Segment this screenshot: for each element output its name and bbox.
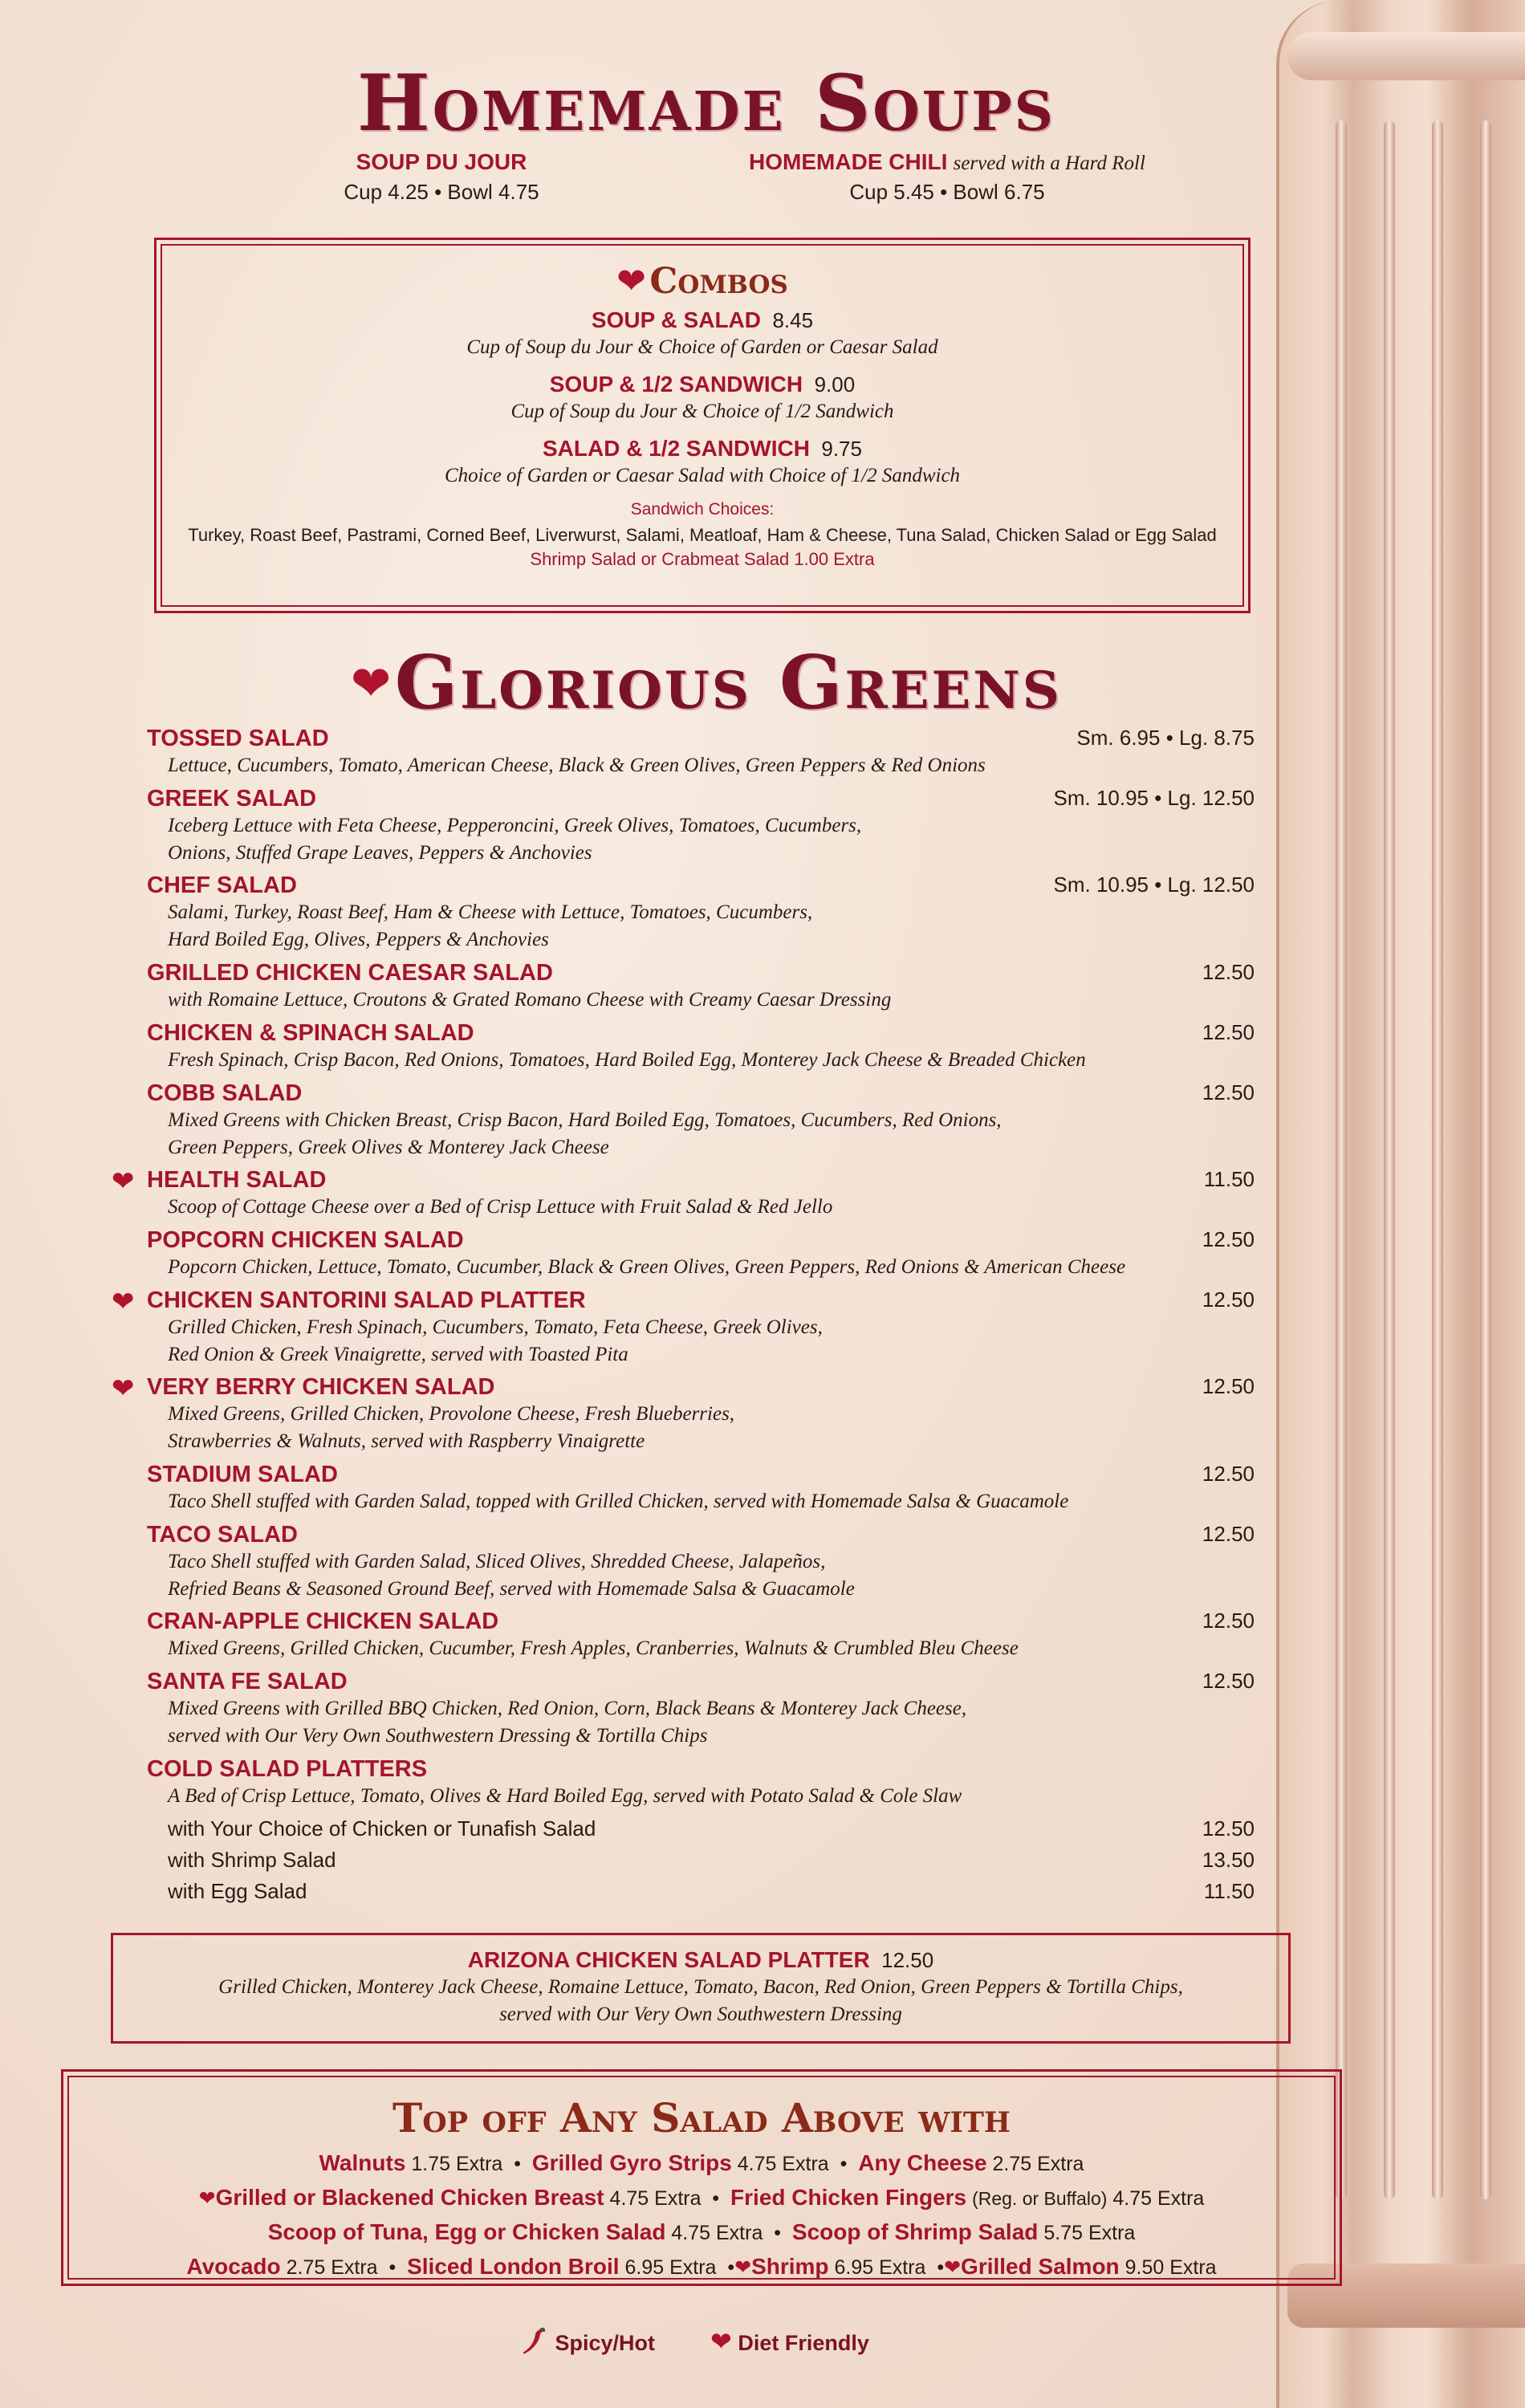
item-desc: Lettuce, Cucumbers, Tomato, American Cheese, Black & Green Olives, Green Peppers & Red Onions (168, 755, 986, 776)
menu-item (147, 1020, 1255, 1074)
heart-icon: ❤ (198, 2187, 216, 2210)
item-desc: Scoop of Cottage Cheese over a Bed of Crisp Lettuce with Fruit Salad & Red Jello (168, 1196, 833, 1218)
greens-header (0, 639, 1413, 726)
menu-item (147, 1756, 1255, 1810)
addon-price: 6.95 Extra (834, 2256, 926, 2279)
sandwich-choices-label: Sandwich Choices: (630, 500, 775, 519)
platter-label: with Egg Salad (168, 1879, 307, 1903)
item-name: COBB SALAD (147, 1080, 303, 1106)
arizona-desc: Grilled Chicken, Monterey Jack Cheese, Romaine Lettuce, Tomato, Bacon, Red Onion, Green Peppers & Tortilla Chips, (218, 1976, 1183, 1998)
soup-du-jour-name: SOUP DU JOUR (356, 149, 527, 174)
addon-price: 6.95 Extra (624, 2256, 717, 2279)
heart-icon: ❤ (734, 2256, 752, 2279)
item-name: CHICKEN & SPINACH SALAD (147, 1020, 474, 1046)
item-desc: Strawberries & Walnuts, served with Raspberry Vinaigrette (168, 1430, 645, 1452)
item-price: Sm. 10.95 • Lg. 12.50 (1053, 872, 1255, 897)
topoff-box: Top off Any Salad Above with Walnuts 1.75 Extra • Grilled Gyro Strips 4.75 Extra • Any Cheese 2.75 Extra ❤Grilled or Blackened Chicken Breast 4.75 Extra • Fried Chicken Fingers (Reg. or Buffalo) 4.75 Extra Scoop of Tuna, Egg or Chicken Salad 4.75 Extra • Scoop of Shrimp Salad 5.75 Extra Avocado 2.75 Extra • Sliced London Broil 6.95 Extra •❤Shrimp 6.95 Extra •❤Grilled Salmon 9.50 Extra (61, 2069, 1342, 2286)
item-price: 12.50 (1202, 1080, 1255, 1104)
legend-diet (710, 2326, 869, 2357)
item-desc: Taco Shell stuffed with Garden Salad, topped with Grilled Chicken, served with Homemade Salsa & Guacamole (168, 1491, 1069, 1512)
item-desc: Red Onion & Greek Vinaigrette, served with Toasted Pita (168, 1344, 628, 1365)
platter-option (168, 1848, 1255, 1873)
homemade-chili (722, 149, 1172, 205)
heart-icon: ❤ (944, 2256, 962, 2279)
combo-name: SOUP & 1/2 SANDWICH (549, 372, 803, 397)
addon-name: Avocado (186, 2254, 281, 2279)
addon-note: (Reg. or Buffalo) (972, 2188, 1108, 2209)
addon-name: Scoop of Tuna, Egg or Chicken Salad (267, 2219, 666, 2244)
legend-spicy-label: Spicy/Hot (555, 2331, 656, 2355)
item-price: Sm. 10.95 • Lg. 12.50 (1053, 786, 1255, 810)
item-desc: Fresh Spinach, Crisp Bacon, Red Onions, Tomatoes, Hard Boiled Egg, Monterey Jack Cheese & Breaded Chicken (168, 1049, 1086, 1071)
combo-name: SOUP & SALAD (591, 307, 761, 332)
heart-icon: ❤ (112, 1373, 135, 1404)
addon-price: 1.75 Extra (411, 2153, 503, 2175)
menu-item (147, 1609, 1255, 1662)
addon-price: 2.75 Extra (992, 2153, 1084, 2175)
menu-item (147, 1522, 1255, 1603)
menu-item (147, 1080, 1255, 1161)
item-name: VERY BERRY CHICKEN SALAD (147, 1374, 495, 1400)
item-name: GRILLED CHICKEN CAESAR SALAD (147, 960, 553, 986)
menu-item (147, 1669, 1255, 1750)
item-name: TACO SALAD (147, 1522, 298, 1548)
item-desc: Popcorn Chicken, Lettuce, Tomato, Cucumber, Black & Green Olives, Green Peppers, Red Onions & American Cheese (168, 1256, 1126, 1278)
addon-name: Walnuts (319, 2150, 406, 2175)
soups-title: Homemade Soups (357, 58, 1055, 148)
combos-title: Combos (649, 261, 788, 302)
platter-label: with Shrimp Salad (168, 1848, 336, 1872)
item-price: 12.50 (1202, 1669, 1255, 1693)
item-desc: Mixed Greens, Grilled Chicken, Provolone Cheese, Fresh Blueberries, (168, 1403, 735, 1425)
combo-price: 9.75 (821, 437, 862, 461)
item-price: 11.50 (1203, 1167, 1255, 1191)
item-price: 12.50 (1202, 1522, 1255, 1546)
addon-price: 4.75 Extra (737, 2153, 829, 2175)
heart-icon: ❤ (616, 262, 646, 301)
item-name: POPCORN CHICKEN SALAD (147, 1227, 464, 1253)
greens-title: Glorious Greens (394, 639, 1063, 726)
platter-label: with Your Choice of Chicken or Tunafish Salad (168, 1816, 596, 1841)
item-name: TOSSED SALAD (147, 726, 329, 751)
item-desc: Mixed Greens with Grilled BBQ Chicken, Red Onion, Corn, Black Beans & Monterey Jack Cheese, (168, 1698, 967, 1719)
topoff-title: Top off Any Salad Above with (392, 2094, 1011, 2142)
addon-price: 4.75 Extra (671, 2222, 763, 2244)
item-desc: Salami, Turkey, Roast Beef, Ham & Cheese with Lettuce, Tomatoes, Cucumbers, (168, 901, 813, 923)
addon-name: Grilled or Blackened Chicken Breast (215, 2185, 604, 2210)
soup-du-jour (241, 149, 642, 205)
combo-desc: Cup of Soup du Jour & Choice of 1/2 Sandwich (510, 401, 894, 422)
item-price: 12.50 (1202, 1374, 1255, 1398)
chili-prices: Cup 5.45 • Bowl 6.75 (849, 180, 1045, 204)
item-name: HEALTH SALAD (147, 1167, 327, 1193)
item-desc: Grilled Chicken, Fresh Spinach, Cucumbers, Tomato, Feta Cheese, Greek Olives, (168, 1316, 823, 1338)
item-name: GREEK SALAD (147, 786, 317, 811)
item-name: COLD SALAD PLATTERS (147, 1756, 428, 1782)
menu-item (147, 726, 1255, 779)
soup-du-jour-prices: Cup 4.25 • Bowl 4.75 (344, 180, 539, 204)
menu-item (112, 1373, 1255, 1455)
addon-name: Grilled Salmon (961, 2254, 1120, 2279)
addon-name: Any Cheese (858, 2150, 987, 2175)
item-desc: Refried Beans & Seasoned Ground Beef, served with Homemade Salsa & Guacamole (168, 1578, 855, 1600)
item-desc: with Romaine Lettuce, Croutons & Grated Romano Cheese with Creamy Caesar Dressing (168, 989, 892, 1011)
item-price: 12.50 (1202, 1287, 1255, 1312)
item-desc: Green Peppers, Greek Olives & Monterey Jack Cheese (168, 1137, 609, 1158)
platter-price: 13.50 (1202, 1848, 1255, 1872)
menu-item (147, 872, 1255, 954)
item-desc: A Bed of Crisp Lettuce, Tomato, Olives & Hard Boiled Egg, served with Potato Salad & Cole Slaw (168, 1785, 962, 1807)
legend-diet-label: Diet Friendly (738, 2331, 869, 2355)
item-desc: Mixed Greens, Grilled Chicken, Cucumber, Fresh Apples, Cranberries, Walnuts & Crumbled Bleu Cheese (168, 1637, 1019, 1659)
item-price: Sm. 6.95 • Lg. 8.75 (1076, 726, 1255, 750)
combo-desc: Cup of Soup du Jour & Choice of Garden or Caesar Salad (466, 336, 938, 358)
addon-name: Shrimp (751, 2254, 829, 2279)
item-price: 12.50 (1202, 1020, 1255, 1044)
menu-item (147, 1462, 1255, 1515)
chili-note: served with a Hard Roll (953, 153, 1145, 174)
menu-item (112, 1287, 1255, 1369)
platter-option (168, 1816, 1255, 1841)
item-price: 12.50 (1202, 1462, 1255, 1486)
combo-price: 9.00 (814, 372, 856, 397)
item-desc: served with Our Very Own Southwestern Dressing & Tortilla Chips (168, 1725, 708, 1747)
heart-icon: ❤ (350, 657, 392, 710)
addon-price: 9.50 Extra (1124, 2256, 1217, 2279)
item-desc: Iceberg Lettuce with Feta Cheese, Pepperoncini, Greek Olives, Tomatoes, Cucumbers, (168, 815, 862, 836)
addon-name: Grilled Gyro Strips (531, 2150, 732, 2175)
item-desc: Onions, Stuffed Grape Leaves, Peppers & Anchovies (168, 842, 592, 864)
item-price: 12.50 (1202, 1609, 1255, 1633)
item-name: CRAN-APPLE CHICKEN SALAD (147, 1609, 499, 1634)
item-desc: Hard Boiled Egg, Olives, Peppers & Anchovies (168, 929, 549, 950)
combo-name: SALAD & 1/2 SANDWICH (543, 436, 810, 461)
item-price: 12.50 (1202, 1227, 1255, 1251)
menu-item (147, 960, 1255, 1014)
chili-pepper-icon (522, 2326, 549, 2357)
combo-desc: Choice of Garden or Caesar Salad with Choice of 1/2 Sandwich (444, 465, 961, 486)
item-desc: Taco Shell stuffed with Garden Salad, Sliced Olives, Shredded Cheese, Jalapeños, (168, 1551, 826, 1572)
addon-name: Sliced London Broil (407, 2254, 620, 2279)
heart-icon: ❤ (710, 2327, 732, 2356)
sandwich-extra: Shrimp Salad or Crabmeat Salad 1.00 Extra (530, 549, 875, 569)
legend-spicy (522, 2326, 655, 2357)
addon-name: Scoop of Shrimp Salad (791, 2219, 1039, 2244)
decorative-column (1276, 0, 1525, 2408)
arizona-box (111, 1933, 1291, 2044)
item-name: SANTA FE SALAD (147, 1669, 348, 1694)
combos-box (154, 238, 1250, 613)
platter-option (168, 1879, 1255, 1904)
heart-icon: ❤ (112, 1166, 135, 1197)
heart-icon: ❤ (112, 1287, 135, 1317)
addon-price: 2.75 Extra (286, 2256, 378, 2279)
menu-item (147, 786, 1255, 867)
platter-price: 12.50 (1202, 1816, 1255, 1841)
item-name: CHEF SALAD (147, 872, 297, 898)
arizona-name: ARIZONA CHICKEN SALAD PLATTER (467, 1947, 870, 1972)
arizona-price: 12.50 (881, 1948, 934, 1972)
menu-item (147, 1227, 1255, 1281)
addon-price: 4.75 Extra (609, 2187, 702, 2210)
chili-name: HOMEMADE CHILI (749, 149, 948, 174)
item-name: STADIUM SALAD (147, 1462, 338, 1487)
item-price: 12.50 (1202, 960, 1255, 984)
platter-price: 11.50 (1203, 1879, 1255, 1903)
item-desc: Mixed Greens with Chicken Breast, Crisp Bacon, Hard Boiled Egg, Tomatoes, Cucumbers, Red Onions, (168, 1109, 1002, 1131)
addon-name: Fried Chicken Fingers (730, 2185, 967, 2210)
item-name: CHICKEN SANTORINI SALAD PLATTER (147, 1287, 586, 1313)
combo-price: 8.45 (772, 308, 814, 332)
addon-price: 5.75 Extra (1043, 2222, 1136, 2244)
addon-price: 4.75 Extra (1112, 2187, 1205, 2210)
sandwich-list: Turkey, Roast Beef, Pastrami, Corned Beef, Liverwurst, Salami, Meatloaf, Ham & Cheese, Tuna Salad, Chicken Salad or Egg Salad (188, 525, 1217, 545)
menu-item (112, 1166, 1255, 1221)
arizona-desc: served with Our Very Own Southwestern Dressing (499, 2003, 902, 2025)
